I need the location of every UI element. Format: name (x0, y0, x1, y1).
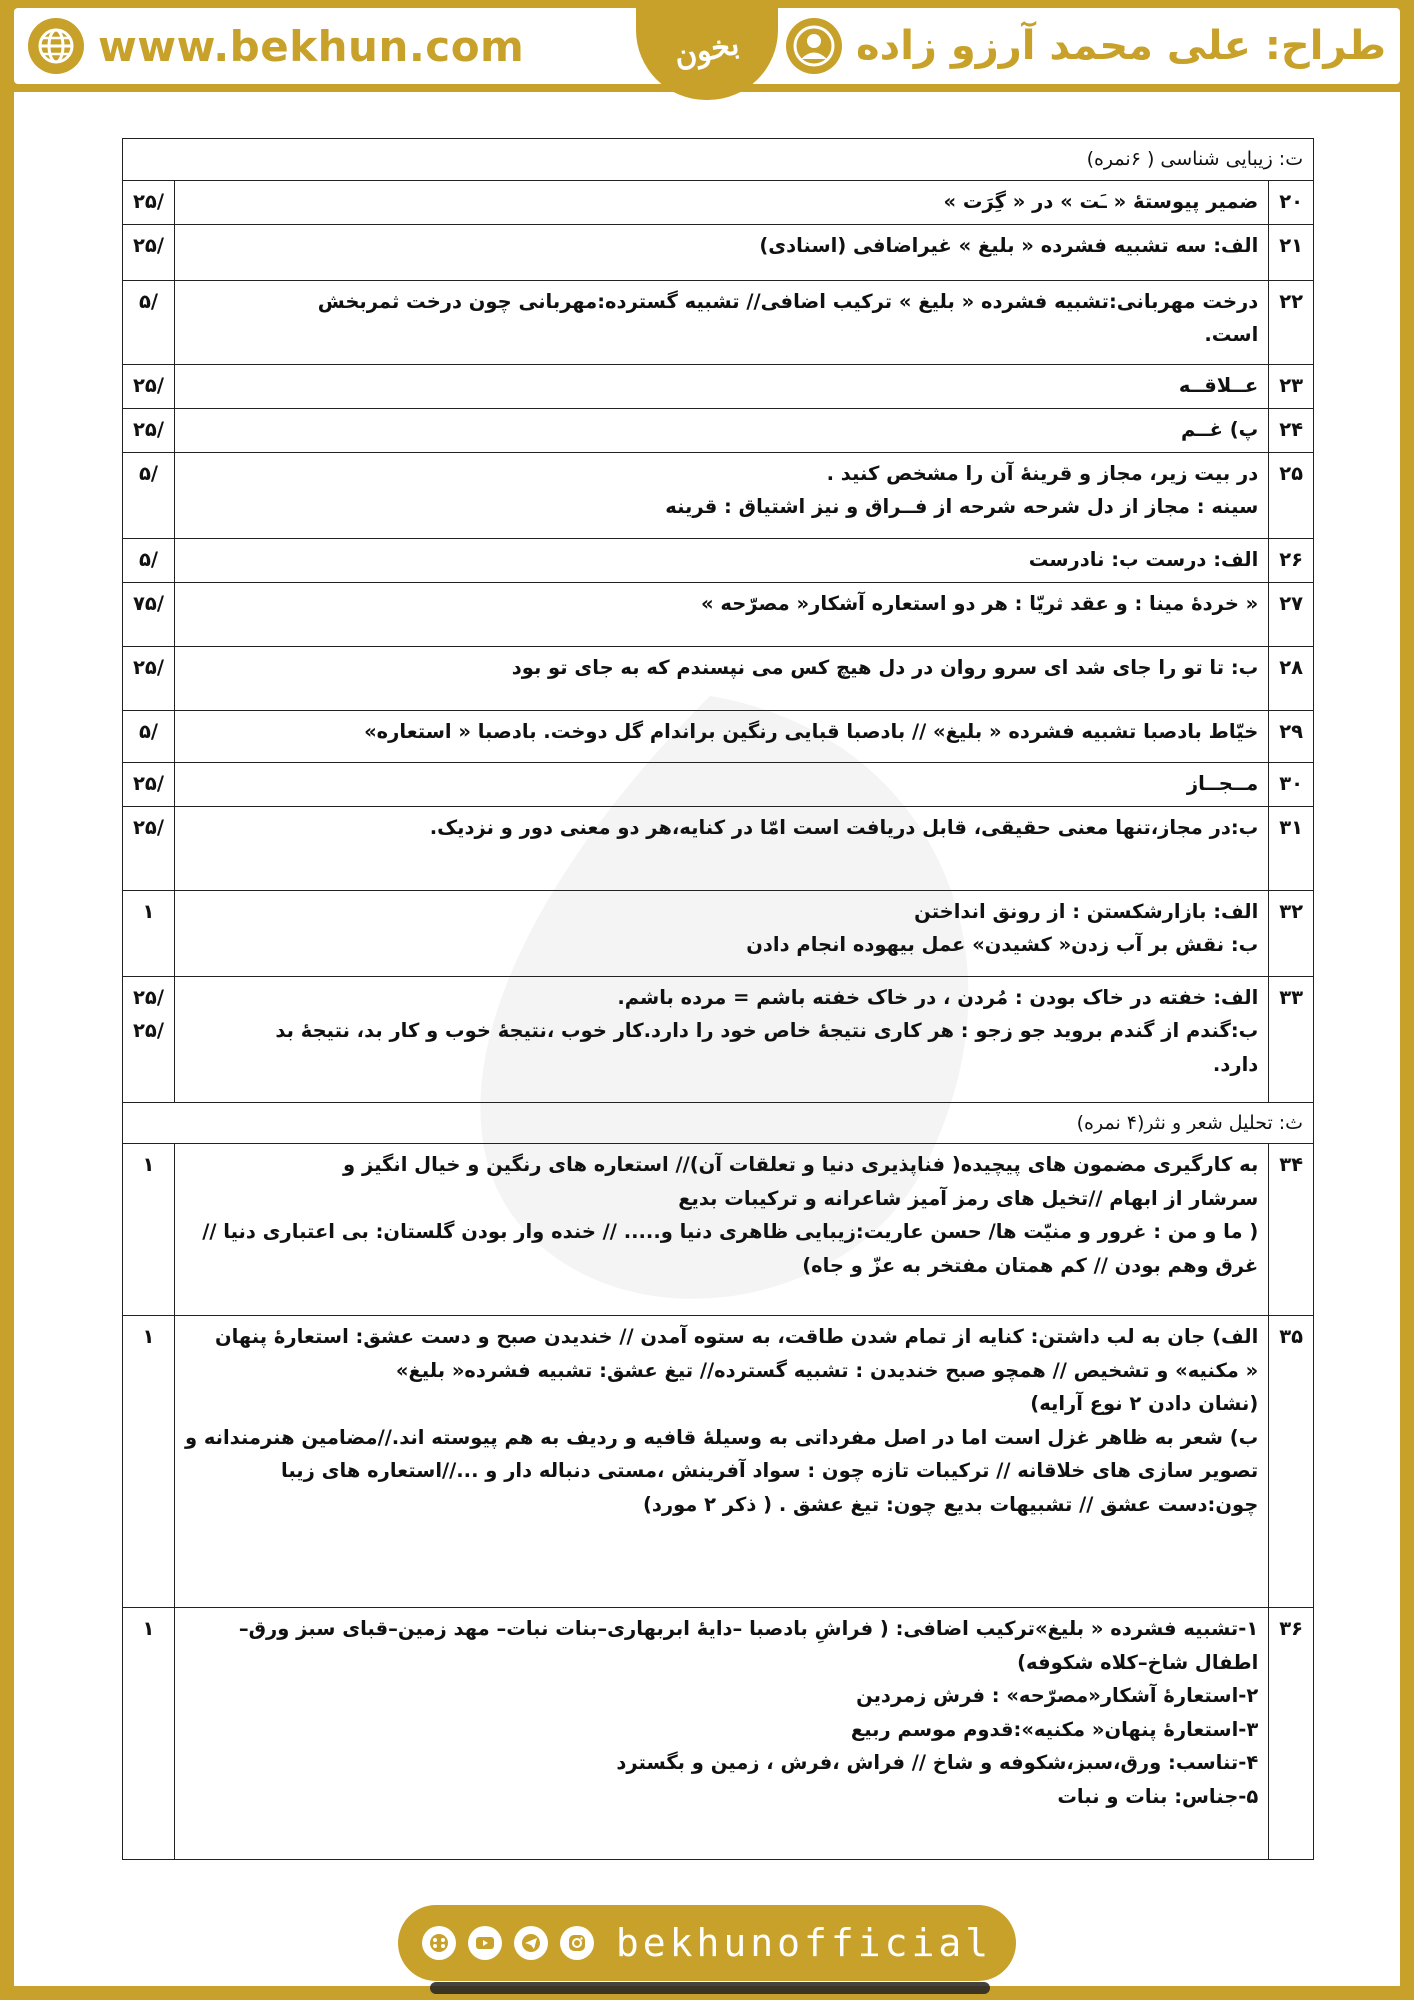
score-cell (123, 890, 175, 976)
answer-row (123, 1144, 1314, 1316)
score-cell (123, 646, 175, 710)
answer-line: الف: درست ب: نادرست (1028, 547, 1259, 571)
answer-row (123, 280, 1314, 364)
score-cell (123, 364, 175, 408)
answer-line: سرشار از ابهام //تخیل های رمز آمیز شاعرانه و ترکیبات بدیع (678, 1186, 1259, 1210)
score-value: ۱ (142, 1617, 155, 1641)
answer-line: ب: تا تو را جای شد ای سرو روان در دل هیچ کس می نپسندم که به جای تو بود (511, 655, 1259, 679)
question-number: ۳۱ (1269, 806, 1314, 890)
answer-line: الف: سه تشبیه فشرده « بلیغ » غیراضافی (اسنادی) (759, 233, 1259, 257)
answer-line: ب: نقش بر آب زدن« کشیدن» عمل بیهوده انجام دادن (746, 933, 1259, 957)
answer-line: « مکنیه» و تشخیص // همچو صبح خندیدن : تشبیه گسترده// تیغ عشق: تشبیه فشرده« بلیغ» (395, 1358, 1259, 1382)
answer-line: سینه : مجاز از دل شرحه شرحه از فــراق و نیز اشتیاق : قرینه (665, 495, 1259, 519)
score-cell (123, 538, 175, 582)
answer-row (123, 710, 1314, 762)
score-cell (123, 1316, 175, 1608)
site-link[interactable] (28, 16, 524, 76)
score-cell (123, 224, 175, 280)
answer-line: الف: بازارشکستن : از رونق انداختن (914, 899, 1259, 923)
answer-line: به کارگیری مضمون های پیچیده( فناپذیری دنیا و تعلقات آن)// استعاره های رنگین و خیال انگیز و (343, 1153, 1259, 1177)
answer-line: ب) شعر به ظاهر غزل است اما در اصل مفرداتی به وسیلهٔ قافیه و ردیف به هم پیوسته اند.//مضامین هنرمندانه و (184, 1425, 1259, 1449)
score-value: /۷۵ (133, 591, 164, 615)
answer-line: مــجــاز (1186, 771, 1259, 795)
answer-row (123, 646, 1314, 710)
score-cell (123, 976, 175, 1102)
question-number: ۳۴ (1269, 1144, 1314, 1316)
user-icon (786, 18, 842, 74)
question-number: ۲۲ (1269, 280, 1314, 364)
question-number: ۲۸ (1269, 646, 1314, 710)
answer-line: ب:گندم از گندم بروید جو زجو : هر کاری نتیجهٔ خاص خود را دارد.کار خوب ،نتیجهٔ خوب و کار بد، نتیجهٔ بد (275, 1019, 1259, 1043)
designer-name: طراح: علی محمد آرزو زاده (856, 23, 1386, 69)
answer-text (174, 710, 1268, 762)
globe-icon (28, 18, 84, 74)
telegram-icon[interactable] (514, 1926, 548, 1960)
aparat-icon[interactable] (422, 1926, 456, 1960)
answer-row (123, 976, 1314, 1102)
score-cell (123, 180, 175, 224)
answer-text (174, 976, 1268, 1102)
score-cell (123, 1608, 175, 1860)
score-value: /۵ (138, 461, 158, 485)
answer-line: ۴-تناسب: ورق،سبز،شکوفه و شاخ // فراش ،فرش ، زمین و بگسترد (616, 1751, 1259, 1775)
question-number: ۲۹ (1269, 710, 1314, 762)
answer-line: ( ما و من : غرور و منیّت ها/ حسن عاریت:زیبایی ظاهری دنیا و..... // خنده وار بودن گلستان: بی اعتباری دنیا // (202, 1220, 1259, 1244)
answer-text (174, 582, 1268, 646)
answer-text (174, 408, 1268, 452)
score-value: ۱ (142, 899, 155, 923)
section-title-s: ث: تحلیل شعر و نثر(۴ نمره) (123, 1102, 1314, 1144)
section-title-t: ت: زیبایی شناسی ( ۶نمره) (123, 139, 1314, 181)
answer-text (174, 280, 1268, 364)
answer-row (123, 762, 1314, 806)
answer-line: ۲-استعارهٔ آشکار«مصرّحه» : فرش زمردین (856, 1684, 1259, 1708)
score-cell (123, 582, 175, 646)
logo-text: بخون (671, 26, 743, 74)
answer-text (174, 890, 1268, 976)
answer-row (123, 1608, 1314, 1860)
answer-text (174, 180, 1268, 224)
answer-line: الف) جان به لب داشتن: کنایه از تمام شدن طاقت، به ستوه آمدن // خندیدن صبح و دست عشق: استعارهٔ پنهان (214, 1325, 1259, 1349)
score-value: /۲۵ (133, 189, 164, 213)
social-handle[interactable]: bekhunofficial (615, 1921, 993, 1965)
designer-credit (786, 16, 1386, 76)
score-value: /۵ (138, 719, 158, 743)
answer-line: ۱-تشبیه فشرده « بلیغ»ترکیب اضافی: ( فراشِ بادصبا –دایهٔ ابربهاری–بنات نبات– مهد زمین–قبای سبز ورق– (238, 1617, 1259, 1641)
answer-row (123, 408, 1314, 452)
score-value: /۲۵ (133, 815, 164, 839)
answer-line: ۳-استعارهٔ پنهان« مکنیه»:قدوم موسم ربیع (850, 1717, 1259, 1741)
score-value: /۲۵ (133, 233, 164, 257)
answer-row (123, 180, 1314, 224)
answer-line: در بیت زیر، مجاز و قرینهٔ آن را مشخص کنید . (826, 461, 1259, 485)
answer-line: ۵-جناس: بنات و نبات (1057, 1785, 1259, 1808)
score-cell (123, 806, 175, 890)
section-row-t (123, 139, 1314, 181)
score-cell (123, 710, 175, 762)
question-number: ۳۵ (1269, 1316, 1314, 1608)
question-number: ۳۰ (1269, 762, 1314, 806)
answer-text (174, 806, 1268, 890)
question-number: ۳۶ (1269, 1608, 1314, 1860)
question-number: ۳۳ (1269, 976, 1314, 1102)
answer-line: پ) غــم (1181, 417, 1259, 441)
answer-text (174, 364, 1268, 408)
answer-line: ضمیر پیوستهٔ « ـَت » در « گِرَت » (943, 189, 1259, 213)
answer-text (174, 224, 1268, 280)
answer-text (174, 1144, 1268, 1316)
answer-row (123, 538, 1314, 582)
answer-row (123, 890, 1314, 976)
instagram-icon[interactable] (560, 1926, 594, 1960)
answer-text (174, 452, 1268, 538)
score-value: /۵ (138, 289, 158, 313)
score-cell (123, 452, 175, 538)
score-value: /۲۵ (133, 417, 164, 441)
answer-line: اطفال شاخ–کلاه شکوفه) (1017, 1650, 1259, 1674)
answer-table-body (123, 139, 1314, 1860)
answer-text (174, 1608, 1268, 1860)
question-number: ۲۶ (1269, 538, 1314, 582)
section-row-s (123, 1102, 1314, 1144)
answer-line: درخت مهربانی:تشبیه فشرده « بلیغ » ترکیب اضافی// تشبیه گسترده:مهربانی چون درخت ثمربخش (317, 289, 1259, 313)
score-value-2: /۲۵ (133, 1019, 164, 1043)
question-number: ۲۱ (1269, 224, 1314, 280)
answer-line: « خردهٔ مینا : و عقد ثریّا : هر دو استعاره آشکار« مصرّحه » (701, 591, 1259, 615)
answer-row (123, 806, 1314, 890)
answer-line: دارد. (1212, 1052, 1259, 1076)
answer-text (174, 1316, 1268, 1608)
score-cell (123, 762, 175, 806)
answer-line: الف: خفته در خاک بودن : مُردن ، در خاک خفته باشم = مرده باشم. (617, 985, 1259, 1009)
answer-text (174, 538, 1268, 582)
answer-line: چون:دست عشق // تشبیهات بدیع چون: تیغ عشق . ( ذکر ۲ مورد) (642, 1493, 1259, 1516)
footer-shadow (430, 1982, 990, 1994)
answer-line: تصویر سازی های خلاقانه // ترکیبات تازه چون : سواد آفرینش ،مستی دنباله دار و ...//استعاره های زیبا (281, 1459, 1259, 1483)
score-cell (123, 280, 175, 364)
answer-table (122, 138, 1314, 1860)
question-number: ۲۷ (1269, 582, 1314, 646)
footer-social-bar (398, 1905, 1016, 1981)
answer-row (123, 364, 1314, 408)
score-value: /۲۵ (133, 655, 164, 679)
answer-line: خیّاط بادصبا تشبیه فشرده « بلیغ» // بادصبا قبایی رنگین براندام گل دوخت. بادصبا « استعاره» (364, 719, 1259, 743)
question-number: ۳۲ (1269, 890, 1314, 976)
score-value: ۱ (142, 1325, 155, 1349)
question-number: ۲۴ (1269, 408, 1314, 452)
answer-text (174, 762, 1268, 806)
answer-row (123, 1316, 1314, 1608)
answer-text (174, 646, 1268, 710)
answer-line: غرق وهم بودن // کم همتان مفتخر به عزّ و جاه) (802, 1253, 1259, 1277)
score-cell (123, 1144, 175, 1316)
answer-row (123, 224, 1314, 280)
score-cell (123, 408, 175, 452)
score-value: /۲۵ (133, 771, 164, 795)
answer-line: (نشان دادن ۲ نوع آرایه) (1030, 1392, 1259, 1416)
youtube-icon[interactable] (468, 1926, 502, 1960)
site-url: www.bekhun.com (98, 21, 525, 71)
score-value: /۲۵ (133, 985, 164, 1009)
answer-line: عــلاقــه (1178, 373, 1259, 397)
question-number: ۲۵ (1269, 452, 1314, 538)
score-value: ۱ (142, 1153, 155, 1177)
question-number: ۲۰ (1269, 180, 1314, 224)
question-number: ۲۳ (1269, 364, 1314, 408)
answer-row (123, 582, 1314, 646)
answer-line: ب:در مجاز،تنها معنی حقیقی، قابل دریافت است امّا در کنایه،هر دو معنی دور و نزدیک. (429, 815, 1259, 839)
answer-line: است. (1204, 323, 1259, 347)
answer-row (123, 452, 1314, 538)
score-value: /۲۵ (133, 373, 164, 397)
score-value: /۵ (138, 547, 158, 571)
